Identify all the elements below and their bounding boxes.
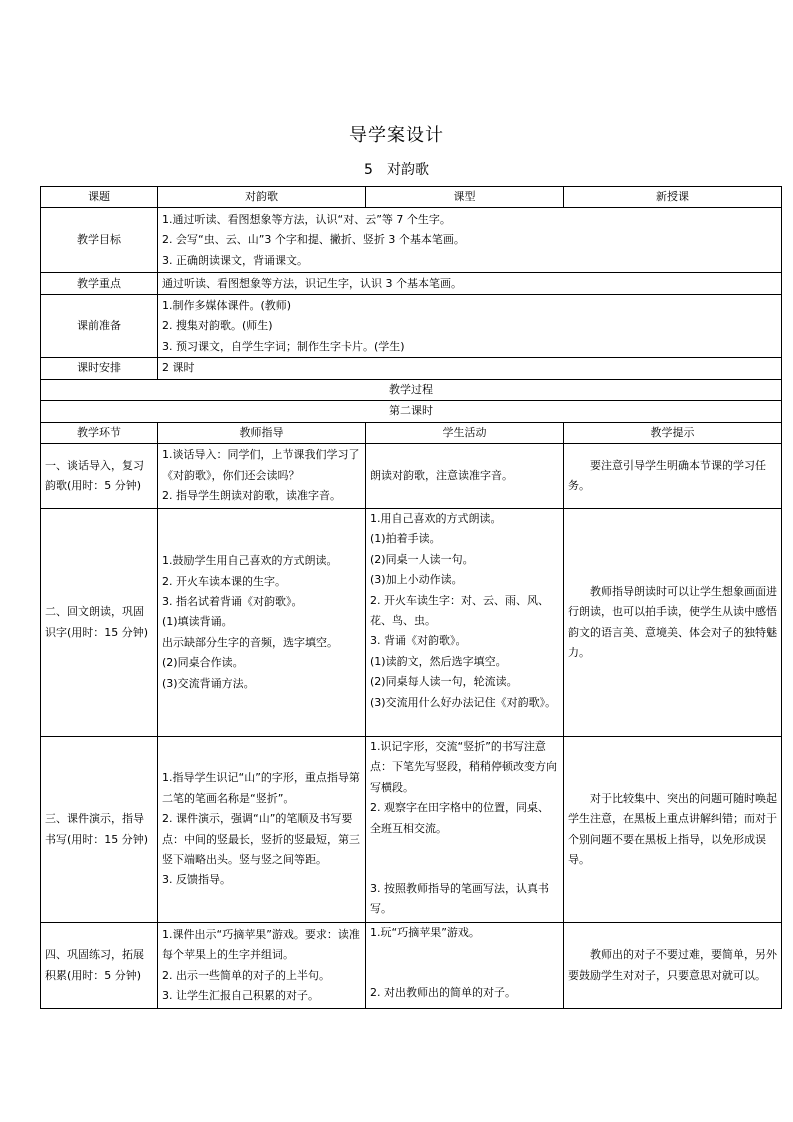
student-step: 1.玩“巧摘苹果”游戏。 xyxy=(370,926,480,940)
teacher-step: (1)填读背诵。 xyxy=(162,615,233,629)
teacher-step: 3. 反馈指导。 xyxy=(162,873,231,887)
student-step: (1)读韵文，然后选字填空。 xyxy=(370,654,507,668)
student-activity xyxy=(366,509,564,737)
teacher-step: 3. 让学生汇报自己积累的对子。 xyxy=(162,988,319,1002)
stage-row xyxy=(41,923,782,1009)
teacher-step: 1.课件出示“巧摘苹果”游戏。要求：读准每个苹果上的生字并组词。 xyxy=(162,927,360,962)
column-header-student: 学生活动 xyxy=(366,422,564,443)
student-activity xyxy=(366,737,564,923)
focus-content: 通过听读、看图想象等方法，识记生字，认识 3 个基本笔画。 xyxy=(158,273,782,295)
student-step: (2)同桌一人读一句。 xyxy=(370,552,474,566)
schedule-row xyxy=(41,358,782,379)
page-title: 导学案设计 xyxy=(349,125,444,146)
teaching-tip: 对于比较集中、突出的问题可随时唤起学生注意，在黑板上重点讲解纠错；而对于个别问题不要在黑板上指导，以免形成误导。 xyxy=(564,737,782,923)
schedule-value: 2 课时 xyxy=(158,358,782,379)
lesson-plan-table xyxy=(40,186,782,1009)
teacher-step: 1.谈话导入：同学们，上节课我们学习了《对韵歌》，你们还会读吗？ xyxy=(162,448,360,482)
student-step: 1.识记字形，交流“竖折”的书写注意点：下笔先写竖段，稍稍停顿改变方向写横段。 xyxy=(370,740,557,794)
topic-value: 对韵歌 xyxy=(158,187,366,208)
teacher-step: 2. 指导学生朗读对韵歌，读准字音。 xyxy=(162,489,341,503)
prep-item: 1.制作多媒体课件。(教师) xyxy=(162,298,292,312)
goal-item: 2. 会写“虫、云、山”3 个字和提、撇折、竖折 3 个基本笔画。 xyxy=(162,233,465,247)
teacher-guidance xyxy=(158,509,366,737)
column-header-teacher: 教师指导 xyxy=(158,422,366,443)
prep-item: 3. 预习课文，自学生字词；制作生字卡片。(学生) xyxy=(162,339,405,353)
stage-name: 四、巩固练习，拓展积累(用时：5 分钟) xyxy=(41,923,158,1009)
stage-name: 二、回文朗读，巩固识字(用时：15 分钟) xyxy=(41,509,158,737)
teacher-guidance xyxy=(158,444,366,509)
student-step: 1.用自己喜欢的方式朗读。 xyxy=(370,512,502,526)
period-header: 第二课时 xyxy=(41,401,782,422)
column-header-row xyxy=(41,422,782,443)
student-step: (3)交流用什么好办法记住《对韵歌》。 xyxy=(370,695,557,709)
stage-name: 一、谈话导入，复习韵歌(用时：5 分钟) xyxy=(41,444,158,509)
teaching-tip: 要注意引导学生明确本节课的学习任务。 xyxy=(564,444,782,509)
prep-content xyxy=(158,295,782,358)
period-header-row xyxy=(41,401,782,422)
process-header: 教学过程 xyxy=(41,379,782,400)
spacer xyxy=(370,859,559,879)
stage-row xyxy=(41,737,782,923)
teacher-step: 2. 课件演示，强调“山”的笔顺及书写要点：中间的竖最长，竖折的竖最短，第三竖下端略出头。竖与竖之间等距。 xyxy=(162,812,360,866)
lesson-title xyxy=(0,159,793,179)
process-header-row xyxy=(41,379,782,400)
teaching-tip: 教师出的对子不要过难，要简单，另外要鼓励学生对对子，只要意思对就可以。 xyxy=(564,923,782,1009)
student-step: 2. 对出教师出的简单的对子。 xyxy=(370,986,516,1000)
student-step: (2)同桌每人读一句，轮流读。 xyxy=(370,675,518,689)
prep-row xyxy=(41,295,782,358)
teacher-step: 2. 出示一些简单的对子的上半句。 xyxy=(162,968,330,982)
prep-label: 课前准备 xyxy=(41,295,158,358)
teacher-step: 2. 开火车读本课的生字。 xyxy=(162,574,286,588)
stage-row xyxy=(41,444,782,509)
teacher-guidance xyxy=(158,923,366,1009)
student-step: 2. 开火车读生字：对、云、雨、风、花、鸟、虫。 xyxy=(370,593,549,628)
focus-row xyxy=(41,273,782,295)
topic-row xyxy=(41,187,782,208)
topic-label: 课题 xyxy=(41,187,158,208)
student-step: 朗读对韵歌，注意读准字音。 xyxy=(370,468,513,482)
stage-row xyxy=(41,509,782,737)
teacher-step: 出示缺部分生字的音频，选字填空。 xyxy=(162,635,338,649)
column-header-tips: 教学提示 xyxy=(564,422,782,443)
spacer xyxy=(370,839,559,859)
prep-item: 2. 搜集对韵歌。(师生) xyxy=(162,319,273,333)
teacher-guidance xyxy=(158,737,366,923)
lesson-number: 5 xyxy=(364,162,373,178)
teacher-step: (3)交流背诵方法。 xyxy=(162,676,255,690)
student-activity xyxy=(366,444,564,509)
lesson-type-value: 新授课 xyxy=(564,187,782,208)
goals-content xyxy=(158,208,782,273)
goal-item: 3. 正确朗读课文，背诵课文。 xyxy=(162,253,308,267)
teacher-step: 1.指导学生识记“山”的字形，重点指导第二笔的笔画名称是“竖折”。 xyxy=(162,771,360,805)
teacher-step: (2)同桌合作读。 xyxy=(162,656,244,670)
stage-name: 三、课件演示，指导书写(用时：15 分钟) xyxy=(41,737,158,923)
lesson-name: 对韵歌 xyxy=(386,162,429,178)
lesson-type-label: 课型 xyxy=(366,187,564,208)
teaching-tip: 教师指导朗读时可以让学生想象画面进行朗读，也可以拍手读，使学生从读中感悟韵文的语言美、意境美、体会对子的独特魅力。 xyxy=(564,509,782,737)
column-header-stage: 教学环节 xyxy=(41,422,158,443)
student-step: 3. 背诵《对韵歌》。 xyxy=(370,634,467,648)
student-step: 3. 按照教师指导的笔画写法，认真书写。 xyxy=(370,882,549,916)
student-step: (3)加上小动作读。 xyxy=(370,573,463,587)
student-step: (1)拍着手读。 xyxy=(370,532,441,546)
focus-label: 教学重点 xyxy=(41,273,158,295)
goals-row xyxy=(41,208,782,273)
spacer xyxy=(370,943,559,963)
goal-item: 1.通过听读、看图想象等方法，认识“对、云”等 7 个生字。 xyxy=(162,212,451,226)
teacher-step: 1.鼓励学生用自己喜欢的方式朗读。 xyxy=(162,554,338,568)
student-step: 2. 观察字在田字格中的位置，同桌、全班互相交流。 xyxy=(370,801,549,835)
student-activity xyxy=(366,923,564,1009)
spacer xyxy=(370,963,559,983)
goals-label: 教学目标 xyxy=(41,208,158,273)
schedule-label: 课时安排 xyxy=(41,358,158,379)
teacher-step: 3. 指名试着背诵《对韵歌》。 xyxy=(162,594,303,608)
